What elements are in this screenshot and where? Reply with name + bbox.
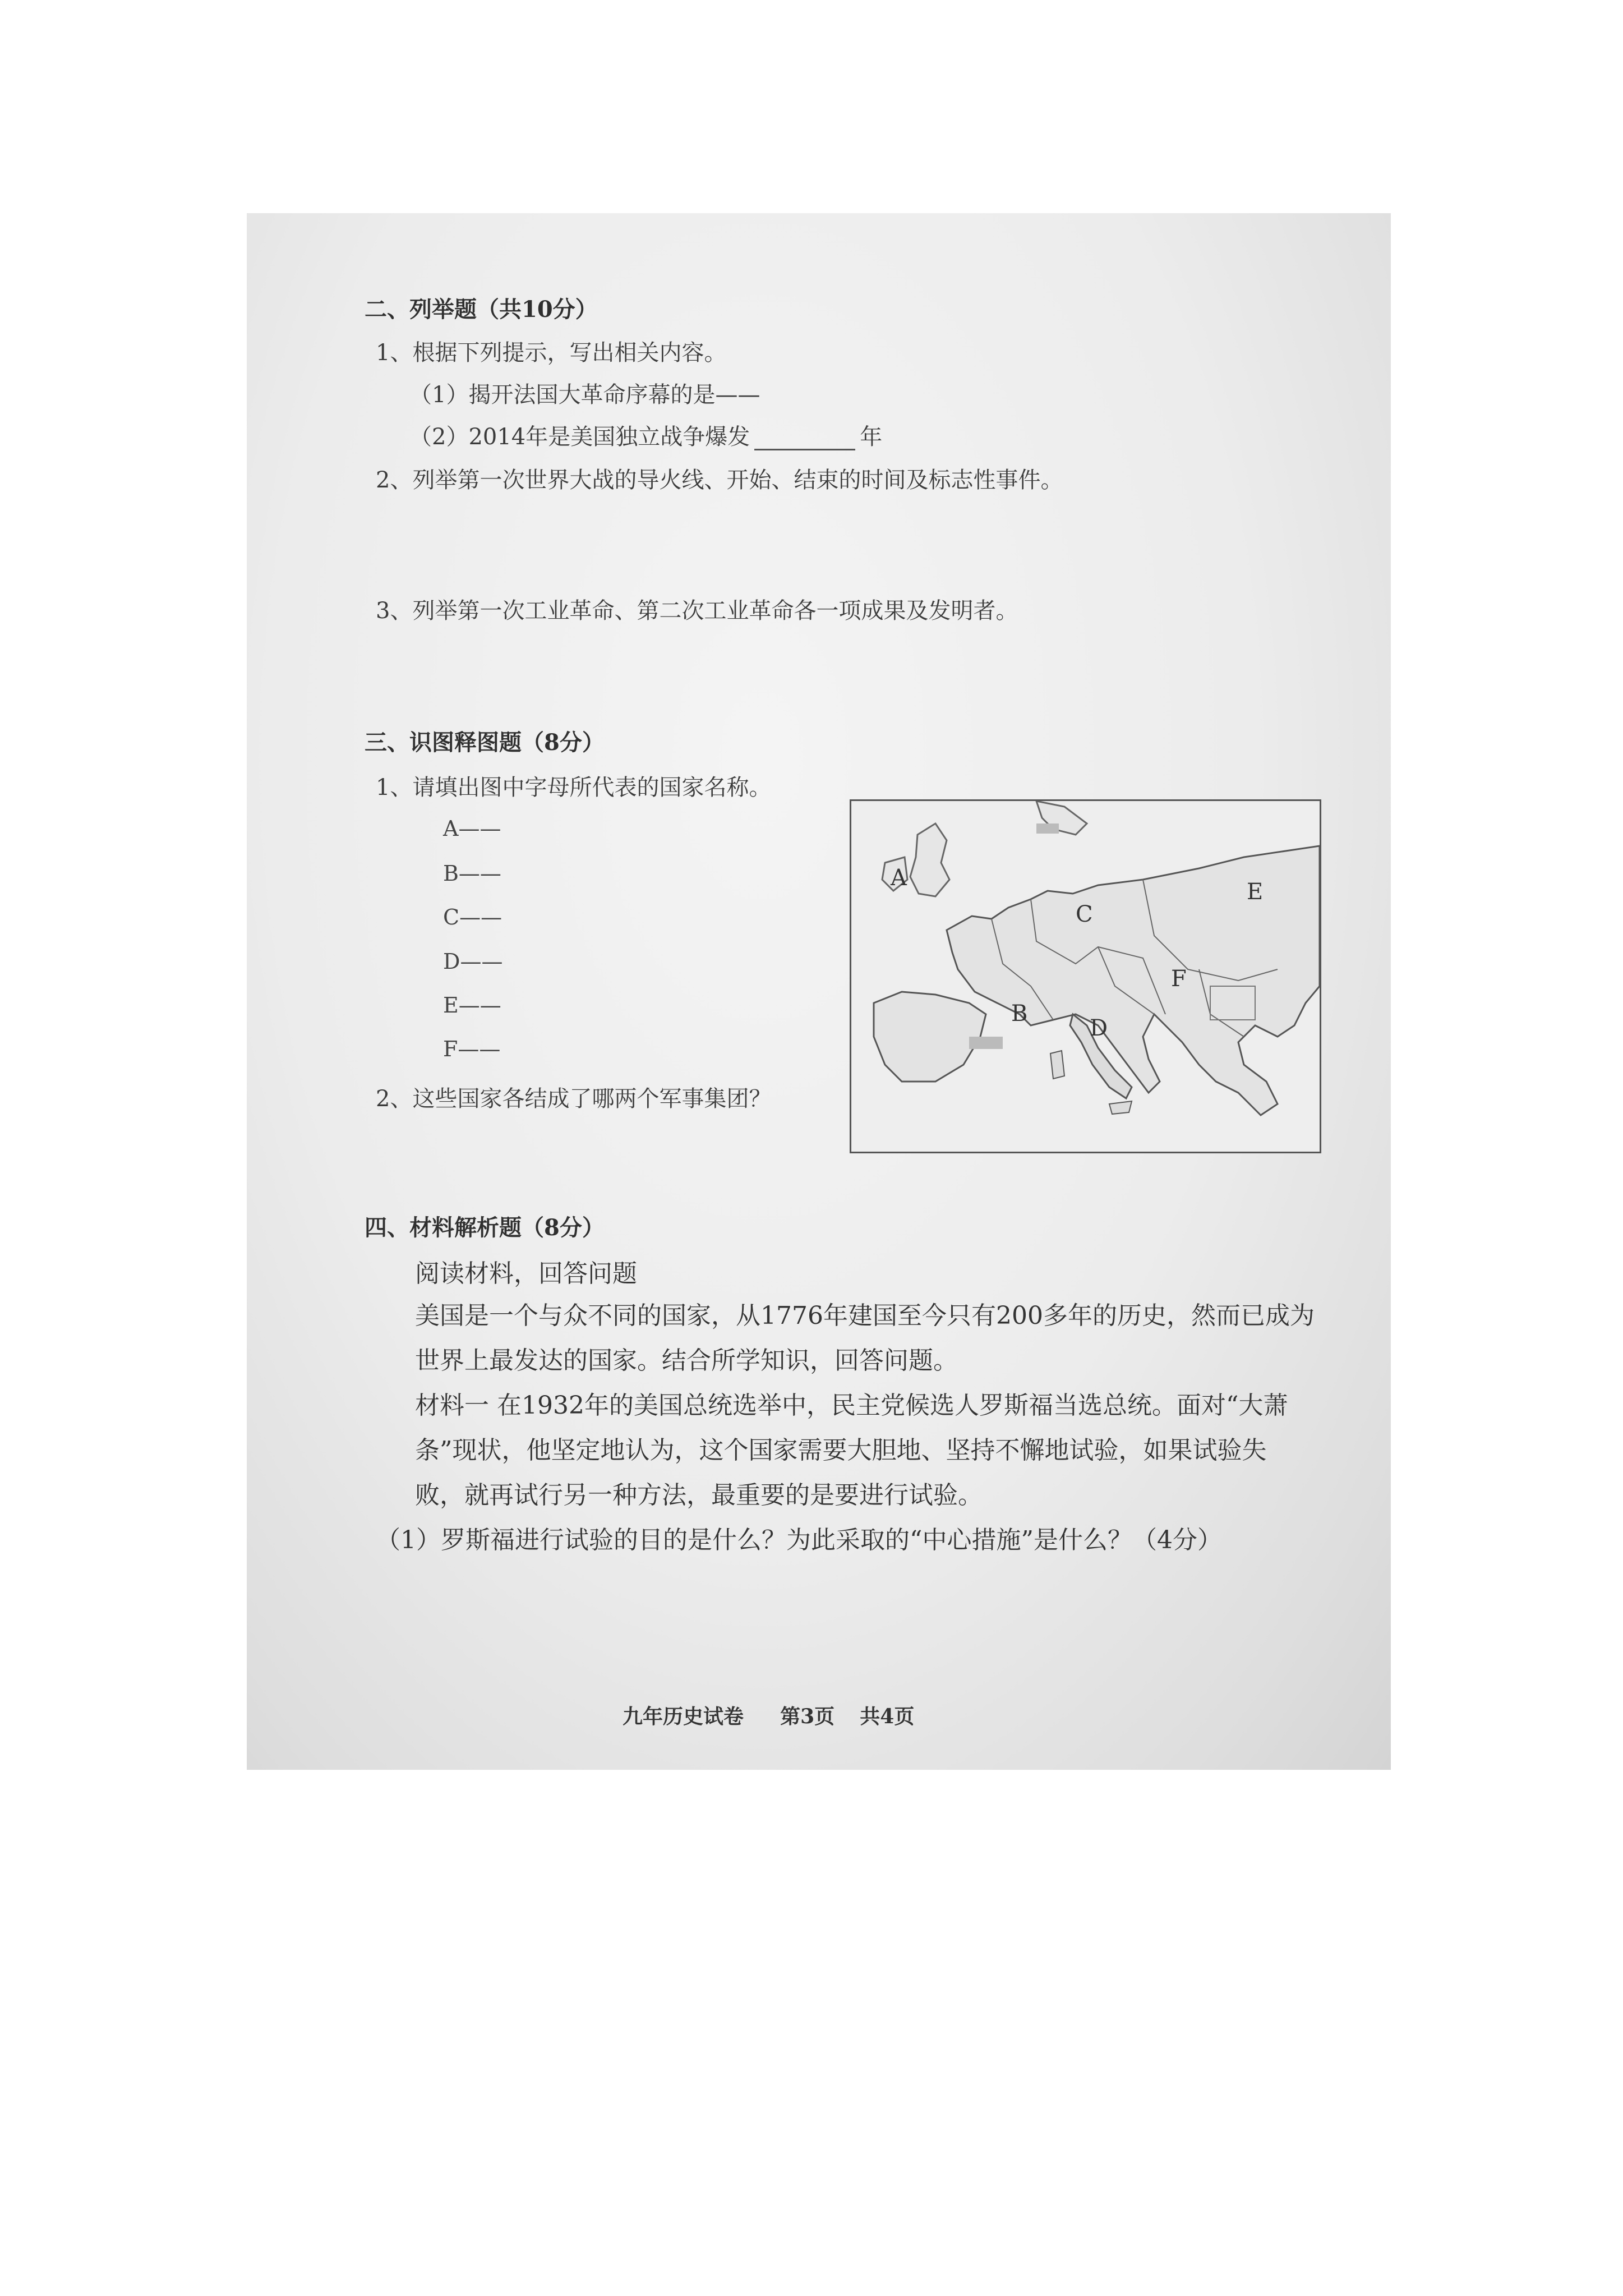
footer (623, 1701, 914, 1729)
map-label-b: B (1011, 1001, 1028, 1027)
section4-heading: 四、材料解析题（8分） (365, 1214, 605, 1241)
map-answer-e: E—— (443, 993, 501, 1018)
section2-q1-1: （1）揭开法国大革命序幕的是—— (409, 382, 760, 408)
section2-q1-2 (409, 424, 882, 450)
material1-line1: 材料一 在1932年的美国总统选举中，民主党候选人罗斯福当选总统。面对“大萧 (415, 1391, 1288, 1420)
map-answer-f: F—— (443, 1037, 501, 1061)
section4-intro-line2: 世界上最发达的国家。结合所学知识，回答问题。 (415, 1346, 958, 1375)
map-label-e: E (1247, 879, 1264, 905)
answer-blank (754, 427, 855, 450)
map-answer-b: B—— (443, 861, 501, 886)
map-label-d: D (1090, 1015, 1108, 1041)
map-label-f: F (1171, 966, 1187, 992)
section2-q3: 3、列举第一次工业革命、第二次工业革命各一项成果及发明者。 (376, 598, 1018, 624)
material1-line3: 败，就再试行另一种方法，最重要的是要进行试验。 (415, 1481, 983, 1510)
section2-heading: 二、列举题（共10分） (365, 296, 598, 323)
map-answer-a: A—— (443, 816, 501, 841)
section4-question1: （1）罗斯福进行试验的目的是什么？为此采取的“中心措施”是什么？（4分） (376, 1526, 1222, 1554)
section2-q1-2-prefix: （2）2014年是美国独立战争爆发 (409, 424, 750, 450)
europe-map (850, 799, 1321, 1153)
map-answer-d: D—— (443, 949, 503, 974)
footer-total-pages: 共4页 (860, 1705, 915, 1728)
footer-exam-title: 九年历史试卷 (623, 1705, 744, 1728)
section3-heading: 三、识图释图题（8分） (365, 729, 605, 756)
section3-q2: 2、这些国家各结成了哪两个军事集团？ (376, 1086, 772, 1112)
map-label-a: A (891, 865, 907, 891)
section4-instruction: 阅读材料，回答问题 (415, 1259, 637, 1288)
section4-intro-line1: 美国是一个与众不同的国家，从1776年建国至今只有200多年的历史，然而已成为 (415, 1301, 1315, 1330)
footer-page-number: 第3页 (780, 1705, 835, 1728)
map-answer-c: C—— (443, 905, 502, 930)
material1-line2: 条”现状，他坚定地认为，这个国家需要大胆地、坚持不懈地试验，如果试验失 (415, 1436, 1267, 1465)
section2-q1: 1、根据下列提示，写出相关内容。 (376, 340, 727, 366)
section2-q2: 2、列举第一次世界大战的导火线、开始、结束的时间及标志性事件。 (376, 467, 1063, 493)
map-label-c: C (1076, 901, 1093, 927)
section2-q1-2-suffix: 年 (860, 424, 883, 450)
section3-q1: 1、请填出图中字母所代表的国家名称。 (376, 775, 772, 800)
